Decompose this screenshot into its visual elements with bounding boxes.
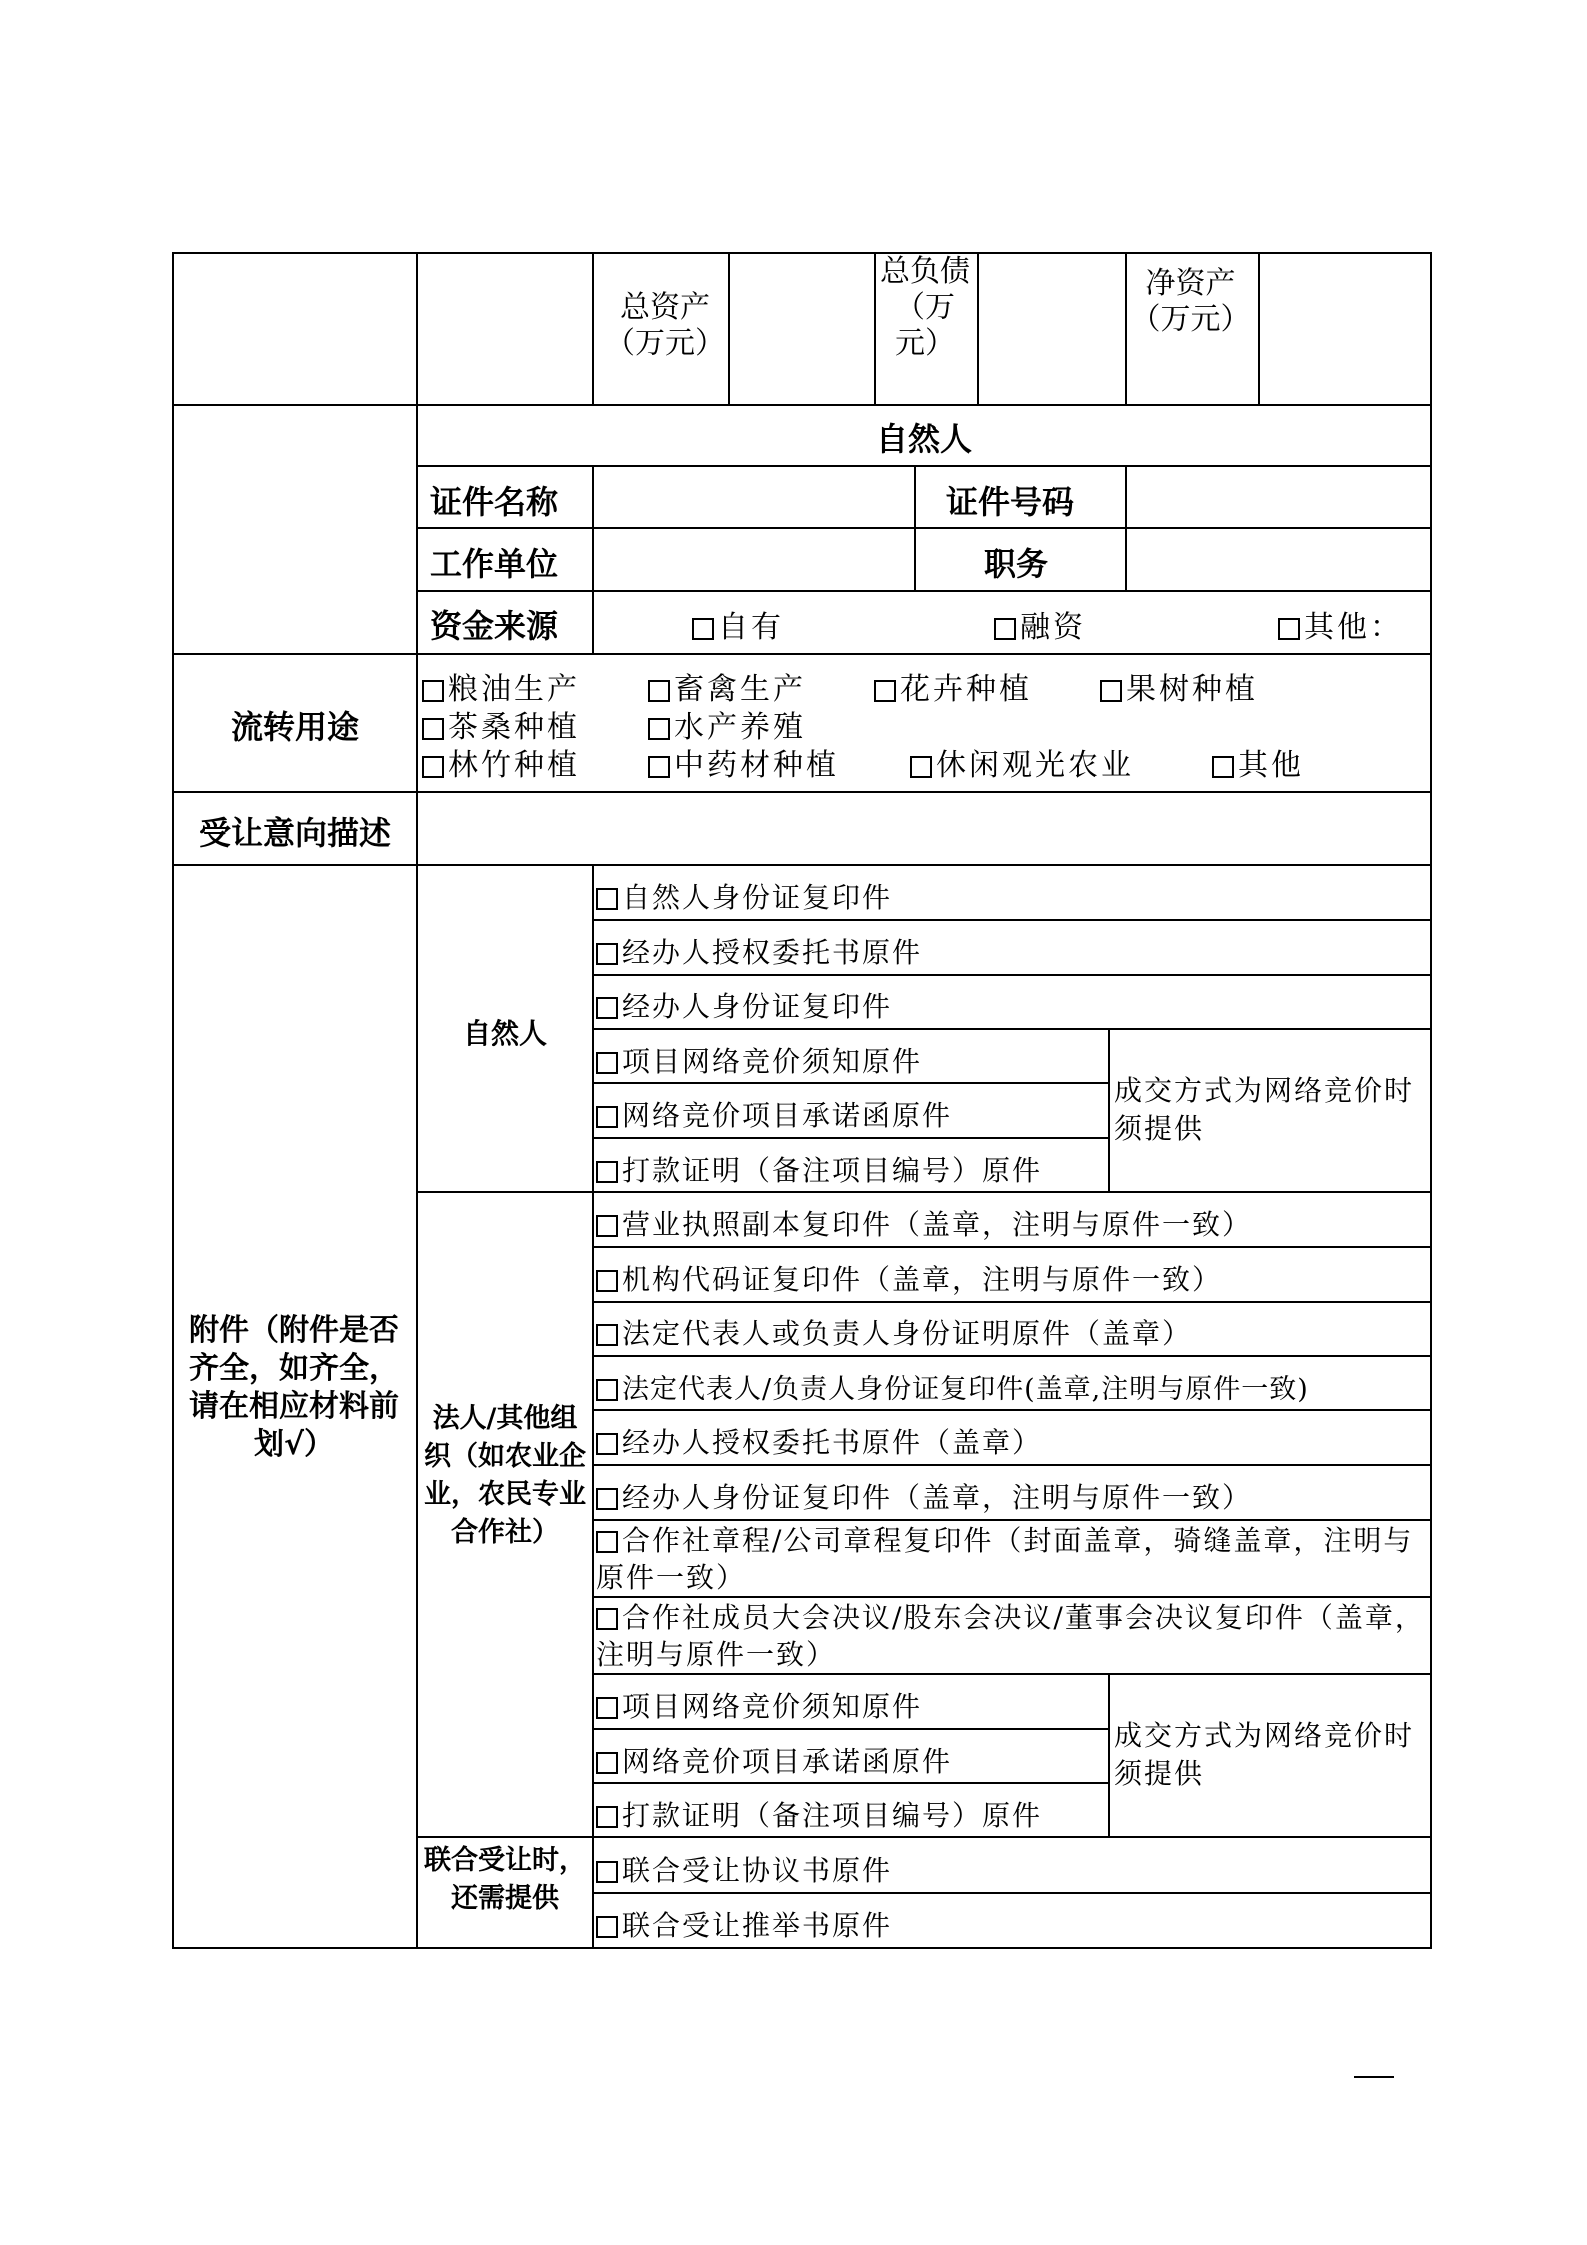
checkbox-icon[interactable]	[596, 997, 618, 1019]
attach-row	[592, 974, 1432, 976]
attach-row	[592, 1596, 1432, 1598]
checkbox-icon[interactable]	[422, 718, 444, 740]
checkbox-icon[interactable]	[596, 1916, 618, 1938]
checkbox-icon[interactable]	[596, 1106, 618, 1128]
attach-row	[592, 1409, 1432, 1411]
attach-row	[592, 1028, 1432, 1030]
row-divider	[416, 465, 1432, 467]
joint-attach-label: 联合受让时，还需提供	[424, 1845, 586, 1914]
table-border-top	[172, 252, 1432, 254]
attachments-label: 附件（附件是否齐全，如齐全，请在相应材料前划√）	[189, 1313, 399, 1462]
info-divider	[914, 465, 916, 591]
checkbox-icon[interactable]	[596, 1052, 618, 1074]
usage-label: 流转用途	[230, 708, 359, 746]
attach-row	[592, 1464, 1432, 1466]
fund-source-label: 资金来源	[430, 607, 559, 645]
attach-row	[592, 1082, 1110, 1084]
usage-option[interactable]: 其他	[1212, 740, 1304, 784]
attach-row	[592, 1782, 1110, 1784]
checkbox-icon[interactable]	[874, 680, 896, 702]
usage-option[interactable]: 果树种植	[1100, 664, 1258, 708]
attach-item[interactable]: 合作社成员大会决议/股东会决议/董事会决议复印件（盖章，注明与原件一致）	[596, 1601, 1425, 1671]
checkbox-icon[interactable]	[596, 1861, 618, 1883]
usage-option[interactable]: 林竹种植	[422, 740, 580, 784]
row-divider	[416, 590, 1432, 592]
checkbox-icon[interactable]	[596, 1488, 618, 1510]
usage-option[interactable]: 花卉种植	[874, 664, 1032, 708]
usage-option[interactable]: 粮油生产	[422, 664, 580, 708]
attach-item[interactable]: 经办人授权委托书原件（盖章）	[596, 1421, 1042, 1461]
attach-row	[592, 1673, 1432, 1675]
online-note: 成交方式为网络竞价时须提供	[1114, 1074, 1415, 1145]
attach-item[interactable]: 打款证明（备注项目编号）原件	[596, 1794, 1042, 1834]
legal-attach-label: 法人/其他组织（如农业企业，农民专业合作社）	[424, 1403, 586, 1548]
checkbox-icon[interactable]	[692, 618, 714, 640]
total-liabilities-label: 总负债（万元）	[880, 254, 970, 361]
attach-item[interactable]: 经办人身份证复印件	[596, 985, 892, 1025]
attach-item[interactable]: 营业执照副本复印件（盖章，注明与原件一致）	[596, 1203, 1252, 1243]
table-border-right	[1430, 252, 1432, 1949]
work-unit-label: 工作单位	[430, 545, 559, 583]
fund-option-own[interactable]: 自有	[692, 602, 784, 646]
page-number-dash	[1354, 2076, 1394, 2078]
checkbox-icon[interactable]	[1212, 756, 1234, 778]
attach-row	[592, 1892, 1432, 1894]
row-divider	[172, 404, 1432, 406]
assets-divider	[592, 252, 594, 404]
fund-option-financing[interactable]: 融资	[994, 602, 1086, 646]
checkbox-icon[interactable]	[648, 718, 670, 740]
checkbox-icon[interactable]	[1100, 680, 1122, 702]
section-divider	[416, 1836, 1432, 1838]
natural-attach-label: 自然人	[462, 1017, 547, 1050]
checkbox-icon[interactable]	[596, 1270, 618, 1292]
usage-option[interactable]: 休闲观光农业	[910, 740, 1134, 784]
attach-row	[592, 1246, 1432, 1248]
checkbox-icon[interactable]	[596, 1379, 618, 1401]
checkbox-icon[interactable]	[422, 680, 444, 702]
attach-item[interactable]: 网络竞价项目承诺函原件	[596, 1740, 952, 1780]
row-divider	[416, 527, 1432, 529]
attach-item[interactable]: 项目网络竞价须知原件	[596, 1040, 922, 1080]
checkbox-icon[interactable]	[648, 680, 670, 702]
checkbox-icon[interactable]	[596, 943, 618, 965]
checkbox-icon[interactable]	[910, 756, 932, 778]
attach-item[interactable]: 合作社章程/公司章程复印件（封面盖章，骑缝盖章，注明与原件一致）	[596, 1524, 1414, 1594]
info-divider	[592, 465, 594, 655]
note-divider	[1108, 1028, 1110, 1192]
attach-item[interactable]: 打款证明（备注项目编号）原件	[596, 1149, 1042, 1189]
usage-option[interactable]: 中药材种植	[648, 740, 839, 784]
attach-item[interactable]: 经办人授权委托书原件	[596, 931, 922, 971]
checkbox-icon[interactable]	[596, 1531, 618, 1553]
col1-divider	[416, 252, 418, 1949]
attach-item[interactable]: 联合受让协议书原件	[596, 1849, 892, 1889]
checkbox-icon[interactable]	[648, 756, 670, 778]
checkbox-icon[interactable]	[596, 1433, 618, 1455]
attach-item[interactable]: 法定代表人或负责人身份证明原件（盖章）	[596, 1312, 1192, 1352]
attach-item[interactable]: 机构代码证复印件（盖章，注明与原件一致）	[596, 1258, 1222, 1298]
attach-row	[592, 1137, 1110, 1139]
checkbox-icon[interactable]	[994, 618, 1016, 640]
natural-person-title: 自然人	[875, 420, 972, 458]
checkbox-icon[interactable]	[596, 1215, 618, 1237]
usage-option[interactable]: 水产养殖	[648, 702, 806, 746]
checkbox-icon[interactable]	[1278, 618, 1300, 640]
total-assets-label: 总资产（万元）	[605, 290, 725, 361]
attach-row	[592, 1519, 1432, 1521]
table-border-bottom	[172, 1947, 1432, 1949]
usage-option[interactable]: 茶桑种植	[422, 702, 580, 746]
attach-item[interactable]: 经办人身份证复印件（盖章，注明与原件一致）	[596, 1476, 1252, 1516]
usage-option[interactable]: 畜禽生产	[648, 664, 806, 708]
attach-item[interactable]: 网络竞价项目承诺函原件	[596, 1094, 952, 1134]
checkbox-icon[interactable]	[596, 1161, 618, 1183]
fund-option-other[interactable]: 其他：	[1278, 602, 1403, 646]
checkbox-icon[interactable]	[596, 1697, 618, 1719]
attach-item[interactable]: 自然人身份证复印件	[596, 876, 892, 916]
section-divider	[416, 1191, 1432, 1193]
checkbox-icon[interactable]	[596, 1806, 618, 1828]
checkbox-icon[interactable]	[422, 756, 444, 778]
net-assets-label: 净资产（万元）	[1130, 266, 1251, 337]
row-divider	[172, 653, 1432, 655]
row-divider	[172, 864, 1432, 866]
attach-row	[592, 919, 1432, 921]
attach-item[interactable]: 法定代表人/负责人身份证复印件(盖章,注明与原件一致)	[596, 1367, 1309, 1406]
checkbox-icon[interactable]	[596, 1752, 618, 1774]
position-label: 职务	[984, 545, 1049, 583]
id-name-label: 证件名称	[430, 483, 559, 521]
table-border-left	[172, 252, 174, 1949]
assets-divider	[1258, 252, 1260, 404]
checkbox-icon[interactable]	[596, 1324, 618, 1346]
info-divider	[1125, 465, 1127, 591]
intent-label: 受让意向描述	[198, 814, 391, 852]
attach-row	[592, 1355, 1432, 1357]
id-number-label: 证件号码	[946, 483, 1075, 521]
attach-row	[592, 1301, 1432, 1303]
row-divider	[172, 791, 1432, 793]
attach-row	[592, 1728, 1110, 1730]
checkbox-icon[interactable]	[596, 888, 618, 910]
attach-divider	[592, 864, 594, 1949]
assets-divider	[1125, 252, 1127, 404]
assets-divider	[874, 252, 876, 404]
online-note: 成交方式为网络竞价时须提供	[1114, 1719, 1415, 1790]
note-divider	[1108, 1673, 1110, 1837]
assets-divider	[977, 252, 979, 404]
attach-item[interactable]: 联合受让推举书原件	[596, 1904, 892, 1944]
attach-item[interactable]: 项目网络竞价须知原件	[596, 1685, 922, 1725]
checkbox-icon[interactable]	[596, 1608, 618, 1630]
